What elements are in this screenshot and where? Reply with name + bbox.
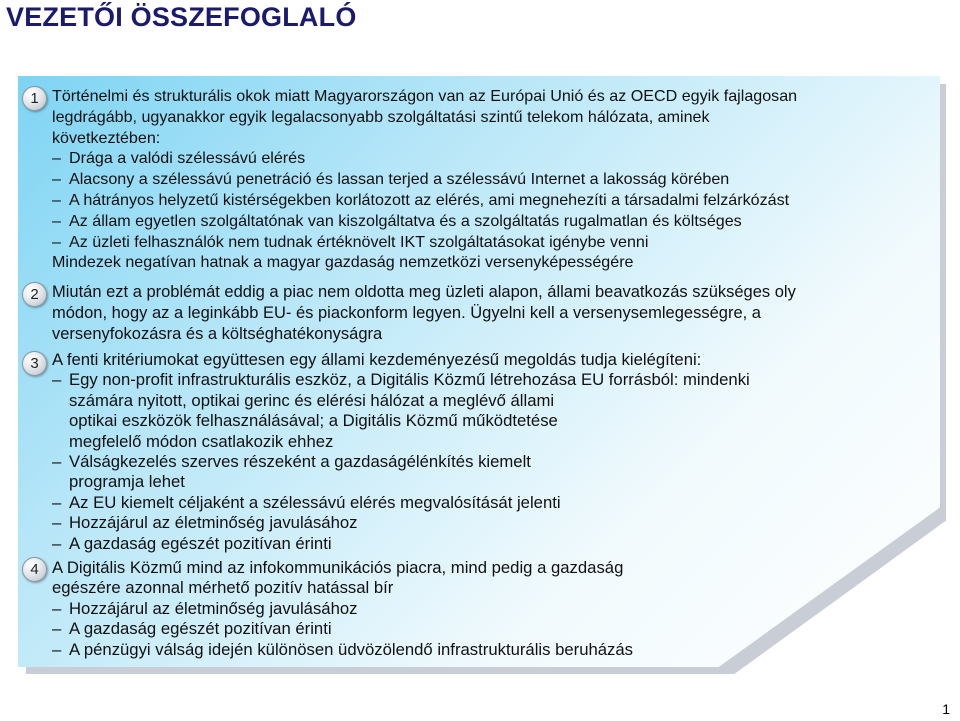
bullet-item: – Válságkezelés szerves részeként a gazdaságélénkítés kiemelt — [52, 452, 531, 472]
bullet-item: – Egy non-profit infrastrukturális eszköz, a Digitális Közmű létrehozása EU forrásból: mindenki — [52, 370, 750, 390]
dash-icon: – — [52, 452, 62, 472]
section-1 — [52, 86, 797, 273]
section-number-badge-3: 3 — [22, 351, 47, 376]
bullet-item: – A pénzügyi válság idején különösen üdvözölendő infrastrukturális beruházás — [52, 639, 634, 659]
bullet-item: – A hátrányos helyzetű kistérségekben korlátozott az elérés, ami megnehezíti a társadalmi felzárkózást — [52, 190, 790, 209]
bullet-continuation: optikai eszközök felhasználásával; a Digitális Közmű működtetése — [69, 411, 558, 431]
bullet-continuation: programja lehet — [69, 472, 185, 492]
dash-icon: – — [52, 190, 61, 209]
text-line: A fenti kritériumokat együttesen egy állami kezdeményezésű megoldás tudja kielégíteni: — [52, 350, 702, 369]
dash-icon: – — [52, 149, 61, 168]
dash-icon: – — [52, 598, 62, 618]
bullet-item: – Hozzájárul az életminőség javulásához — [52, 513, 358, 533]
dash-icon: – — [52, 533, 62, 553]
section-number-badge-4: 4 — [22, 557, 47, 582]
page-title: VEZETŐI ÖSSZEFOGLALÓ — [6, 2, 357, 32]
text-line: legdrágább, ugyanakkor egyik legalacsonyabb szolgáltatási szintű telekom hálózata, aminek — [52, 107, 710, 126]
text-line: Történelmi és strukturális okok miatt Magyarországon van az Európai Unió és az OECD egyik fajlagosan — [52, 87, 798, 105]
bullet-item: – Az üzleti felhasználók nem tudnak értéknövelt IKT szolgáltatásokat igénybe venni — [52, 232, 649, 251]
bullet-item: – Az EU kiemelt céljaként a szélessávú elérés megvalósítását jelenti — [52, 492, 561, 512]
bullet-item: – Alacsony a szélessávú penetráció és lassan terjed a szélessávú Internet a lakosság körében — [52, 170, 730, 189]
dash-icon: – — [52, 170, 61, 189]
page-number: 1 — [942, 701, 950, 717]
bullet-continuation: megfelelő módon csatlakozik ehhez — [69, 431, 334, 451]
text-line: Miután ezt a problémát eddig a piac nem oldotta meg üzleti alapon, állami beavatkozás szükséges oly — [52, 283, 796, 301]
dash-icon: – — [52, 211, 61, 230]
text-line: módon, hogy az a leginkább EU- és piackonform legyen. Ügyelni kell a versenysemlegességre, a — [52, 304, 761, 323]
text-line: versenyfokozásra és a költséghatékonyságra — [52, 325, 383, 344]
bullet-continuation: számára nyitott, optikai gerinc és elérési hálózat a meglévő állami — [69, 390, 555, 410]
section-3 — [52, 350, 750, 554]
dash-icon: – — [52, 232, 61, 251]
section-4 — [52, 558, 633, 660]
bullet-item: – Drága a valódi szélessávú elérés — [52, 149, 306, 168]
text-line: Mindezek negatívan hatnak a magyar gazdaság nemzetközi versenyképességére — [52, 253, 634, 272]
text-line: A Digitális Közmű mind az infokommunikációs piacra, mind pedig a gazdaság — [52, 558, 624, 577]
dash-icon: – — [52, 370, 62, 390]
dash-icon: – — [52, 492, 62, 512]
section-number-badge-2: 2 — [22, 282, 47, 307]
section-2 — [52, 282, 796, 346]
bullet-item: – A gazdaság egészét pozitívan érinti — [52, 619, 332, 639]
bullet-item: – A gazdaság egészét pozitívan érinti — [52, 533, 332, 553]
text-line: következtében: — [52, 128, 161, 147]
bullet-item: – Hozzájárul az életminőség javulásához — [52, 598, 358, 618]
text-line: egészére azonnal mérhető pozitív hatással bír — [52, 578, 394, 598]
bullet-item: – Az állam egyetlen szolgáltatónak van kiszolgáltatva és a szolgáltatás rugalmatlan és költséges — [52, 211, 742, 230]
section-number-badge-1: 1 — [22, 86, 47, 111]
dash-icon: – — [52, 513, 62, 533]
dash-icon: – — [52, 619, 62, 639]
dash-icon: – — [52, 639, 62, 659]
